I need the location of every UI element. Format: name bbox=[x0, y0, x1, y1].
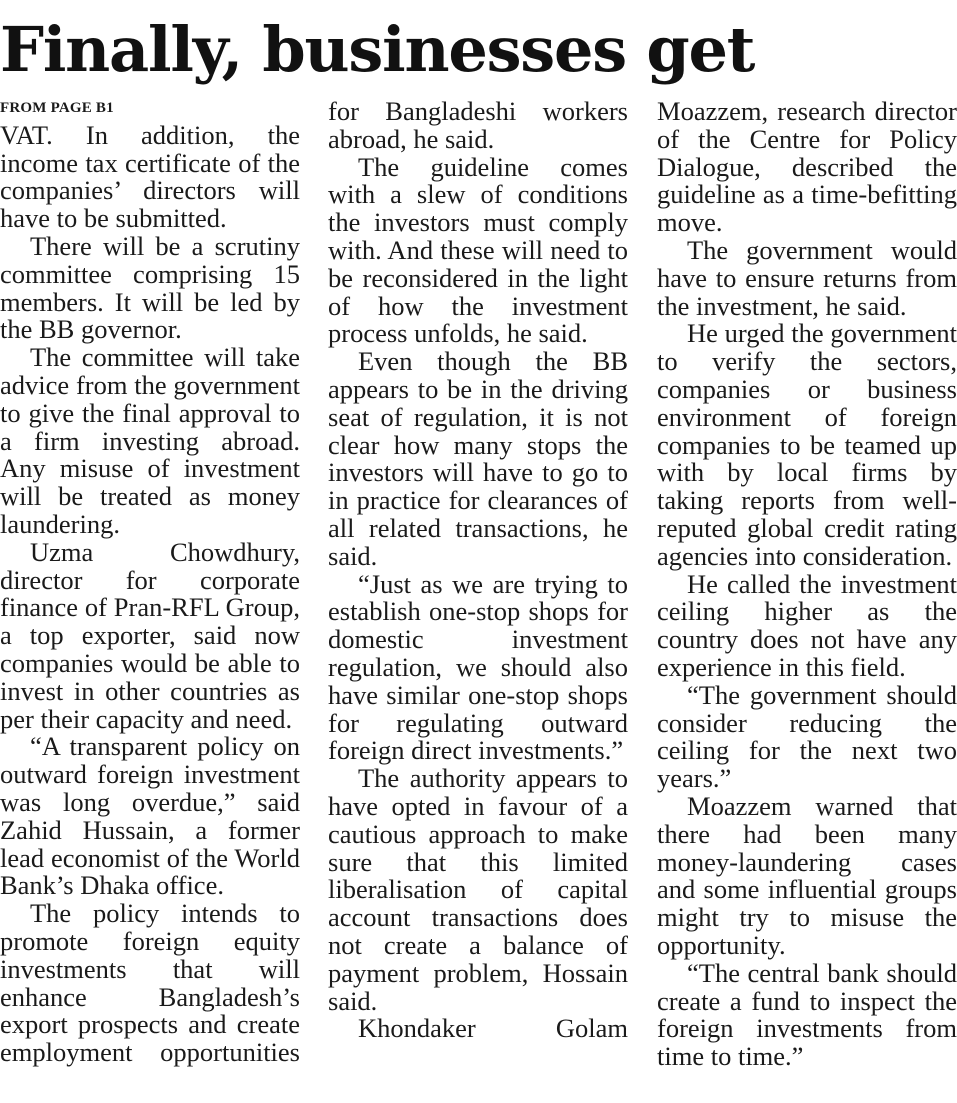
paragraph: The committee will take advice from the government to give the final approval to a firm investing abroad. Any misuse of investment will be treated as money laundering. bbox=[0, 342, 300, 539]
paragraph: He urged the government to verify the sectors, companies or business environment of foreign companies to be teamed up with by local firms by taking reports from well-reputed global credit rating agencies into consideration. bbox=[657, 318, 957, 571]
paragraph: Khondaker Golam bbox=[358, 1013, 628, 1044]
paragraph: “The government should consider reducing the ceiling for the next two years.” bbox=[657, 679, 957, 794]
paragraph: Moazzem warned that there had been many money-laundering cases and some influential groups might try to misuse the opportunity. bbox=[657, 790, 957, 960]
column-1 bbox=[0, 98, 300, 1067]
column-2 bbox=[328, 98, 628, 1043]
column-3 bbox=[657, 98, 957, 1071]
headline: Finally, businesses get bbox=[0, 13, 755, 86]
paragraph: Moazzem, research director of the Centre for Policy Dialogue, described the guideline as a time-befitting move. bbox=[657, 96, 957, 238]
paragraph: There will be a scrutiny committee comprising 15 members. It will be led by the BB governor. bbox=[0, 230, 300, 345]
paragraph: “The central bank should create a fund to inspect the foreign investments from time to time.” bbox=[657, 957, 957, 1072]
paragraph: The authority appears to have opted in favour of a cautious approach to make sure that this limited liberalisation of capital account transactions does not create a balance of payment problem, Hossain said. bbox=[328, 763, 628, 1016]
paragraph: Uzma Chowdhury, director for corporate finance of Pran-RFL Group, a top exporter, said now companies would be able to invest in other countries as per their capacity and need. bbox=[0, 536, 300, 734]
paragraph: VAT. In addition, the income tax certificate of the companies’ directors will have to be submitted. bbox=[0, 119, 300, 234]
paragraph: The policy intends to promote foreign equity investments that will enhance Bangladesh’s export prospects and create employment opportunities bbox=[0, 898, 300, 1068]
paragraph: The government would have to ensure returns from the investment, he said. bbox=[657, 234, 957, 321]
continuation-kicker: FROM PAGE B1 bbox=[0, 100, 114, 116]
paragraph: The guideline comes with a slew of conditions the investors must comply with. And these will need to be reconsidered in the light of how the investment process unfolds, he said. bbox=[328, 151, 628, 349]
paragraph: “Just as we are trying to establish one-stop shops for domestic investment regulation, we should also have similar one-stop shops for regulating outward foreign direct investments.” bbox=[328, 568, 628, 766]
paragraph: for Bangladeshi workers abroad, he said. bbox=[328, 96, 628, 154]
paragraph: “A transparent policy on outward foreign investment was long overdue,” said Zahid Hussain, a former lead economist of the World Bank’s Dhaka office. bbox=[0, 731, 300, 901]
article-body bbox=[0, 98, 957, 1103]
paragraph: Even though the BB appears to be in the driving seat of regulation, it is not clear how many stops the investors will have to go to in practice for clearances of all related transactions, he said. bbox=[328, 346, 628, 571]
paragraph: He called the investment ceiling higher as the country does not have any experience in this field. bbox=[657, 568, 957, 682]
